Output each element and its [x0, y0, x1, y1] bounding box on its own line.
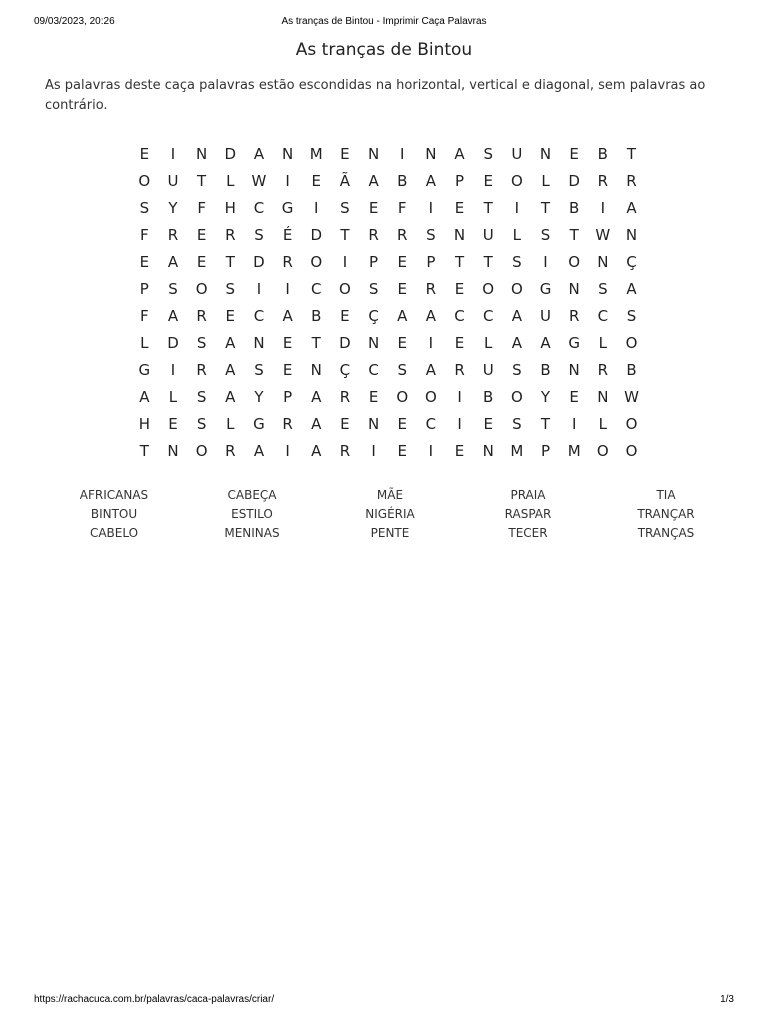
grid-letter: S [196, 388, 207, 406]
grid-letter: I [314, 199, 319, 217]
grid-letter: S [626, 307, 637, 325]
grid-letter: S [168, 280, 178, 298]
grid-letter: P [283, 388, 293, 406]
grid-letter: E [168, 415, 178, 433]
grid-letter: L [140, 334, 149, 352]
grid-letter: R [225, 442, 236, 460]
grid-letter: E [282, 334, 293, 352]
grid-letter: S [340, 199, 350, 217]
grid-letter: W [251, 172, 267, 190]
grid-letter: A [454, 145, 465, 163]
grid-letter: A [311, 442, 322, 460]
grid-letter: Ç [626, 253, 637, 271]
grid-letter: O [310, 253, 323, 271]
grid-letter: I [285, 442, 290, 460]
grid-letter: W [595, 226, 611, 244]
grid-letter: S [254, 361, 264, 379]
grid-letter: T [311, 334, 321, 352]
word-list-item: BINTOU [90, 507, 138, 521]
grid-letter: W [624, 388, 639, 406]
grid-letter: R [425, 280, 437, 298]
grid-letter: G [253, 415, 265, 433]
grid-letter: L [226, 415, 235, 433]
grid-letter: R [597, 172, 609, 190]
grid-letter: S [483, 145, 493, 163]
grid-letter: S [512, 361, 522, 379]
grid-letter: I [457, 388, 462, 406]
grid-letter: Y [540, 388, 551, 406]
word-list-item: TRANÇAR [637, 507, 695, 521]
grid-letter: T [197, 172, 207, 190]
grid-letter: F [197, 199, 206, 217]
word-list-item: PRAIA [510, 488, 546, 502]
grid-letter: T [139, 442, 149, 460]
grid-letter: E [397, 442, 407, 460]
grid-letter: L [226, 172, 235, 190]
grid-letter: D [167, 334, 179, 352]
grid-letter: T [569, 226, 579, 244]
grid-letter: D [253, 253, 265, 271]
grid-letter: N [539, 145, 552, 163]
grid-letter: G [539, 280, 552, 298]
grid-letter: E [139, 145, 150, 163]
grid-letter: N [196, 145, 208, 163]
grid-letter: E [454, 334, 465, 352]
word-list-item: MÃE [376, 488, 404, 502]
word-list-item: ESTILO [231, 507, 273, 521]
grid-letter: E [454, 199, 465, 217]
grid-letter: C [425, 415, 437, 433]
grid-letter: O [424, 388, 437, 406]
grid-letter: N [367, 334, 380, 352]
grid-letter: B [540, 361, 551, 379]
grid-letter: A [311, 415, 322, 433]
grid-letter: Ç [368, 307, 379, 325]
grid-letter: Y [254, 388, 264, 406]
grid-letter: C [482, 307, 494, 325]
grid-letter: T [483, 253, 493, 271]
grid-letter: I [514, 199, 520, 217]
grid-letter: N [367, 415, 380, 433]
grid-letter: A [253, 442, 265, 460]
grid-letter: L [598, 334, 607, 352]
grid-letter: N [425, 145, 437, 163]
grid-letter: A [225, 361, 236, 379]
grid-letter: E [454, 280, 465, 298]
grid-letter: C [454, 307, 465, 325]
grid-letter: G [568, 334, 580, 352]
grid-letter: E [397, 280, 407, 298]
grid-letter: E [569, 388, 579, 406]
grid-letter: A [425, 172, 437, 190]
grid-letter: I [457, 415, 462, 433]
instructions-text: As palavras deste caça palavras estão escondidas na horizontal, vertical e diagonal, sem palavras ao contrário. [45, 78, 706, 113]
grid-letter: S [512, 415, 522, 433]
grid-letter: I [571, 415, 577, 433]
grid-letter: E [311, 172, 321, 190]
grid-letter: A [626, 199, 637, 217]
grid-letter: U [482, 361, 494, 379]
page-title: As tranças de Bintou [295, 40, 473, 60]
grid-letter: O [510, 388, 523, 406]
word-list-item: NIGÉRIA [365, 507, 415, 521]
grid-letter: R [339, 388, 351, 406]
grid-letter: E [282, 361, 293, 379]
grid-letter: N [597, 253, 609, 271]
grid-letter: M [309, 145, 323, 163]
grid-letter: F [140, 226, 149, 244]
grid-letter: R [225, 226, 236, 244]
grid-letter: E [340, 307, 350, 325]
word-list-item: AFRICANAS [79, 488, 149, 502]
word-list-item: TIA [656, 488, 676, 502]
grid-letter: L [598, 415, 607, 433]
grid-letter: E [483, 415, 493, 433]
grid-letter: S [196, 415, 207, 433]
grid-letter: S [254, 226, 264, 244]
grid-letter: B [311, 307, 322, 325]
grid-letter: O [625, 415, 638, 433]
grid-letter: E [569, 145, 579, 163]
grid-letter: S [139, 199, 150, 217]
word-search-grid [130, 141, 646, 465]
grid-letter: I [400, 145, 405, 163]
grid-letter: S [598, 280, 608, 298]
grid-letter: E [368, 199, 379, 217]
grid-letter: N [625, 226, 638, 244]
grid-letter: I [600, 199, 606, 217]
grid-letter: I [256, 280, 262, 298]
grid-letter: R [454, 361, 465, 379]
grid-letter: B [397, 172, 408, 190]
grid-letter: L [541, 172, 550, 190]
word-list-item: RASPAR [504, 507, 552, 521]
grid-letter: I [285, 172, 290, 190]
grid-letter: I [371, 442, 376, 460]
grid-letter: I [170, 145, 176, 163]
grid-letter: E [340, 415, 350, 433]
grid-letter: P [426, 253, 436, 271]
grid-letter: A [540, 334, 551, 352]
grid-letter: I [428, 442, 434, 460]
grid-letter: E [196, 253, 207, 271]
grid-letter: E [340, 145, 350, 163]
grid-letter: B [483, 388, 494, 406]
grid-letter: E [397, 253, 407, 271]
grid-letter: T [225, 253, 235, 271]
grid-letter: N [568, 280, 580, 298]
grid-letter: E [397, 334, 407, 352]
grid-letter: N [253, 334, 265, 352]
grid-letter: I [342, 253, 348, 271]
grid-letter: U [482, 226, 494, 244]
grid-letter: A [311, 388, 322, 406]
grid-letter: I [285, 280, 290, 298]
grid-letter: A [626, 280, 637, 298]
word-list-item: TRANÇAS [637, 526, 695, 540]
grid-letter: M [567, 442, 581, 460]
print-document-title: As tranças de Bintou - Imprimir Caça Palavras [281, 16, 487, 27]
grid-letter: P [540, 442, 551, 460]
grid-letter: A [167, 253, 179, 271]
grid-letter: S [426, 226, 436, 244]
grid-letter: A [253, 145, 265, 163]
grid-letter: C [597, 307, 609, 325]
grid-letter: S [225, 280, 236, 298]
grid-letter: C [368, 361, 379, 379]
grid-letter: N [453, 226, 466, 244]
grid-letter: N [310, 361, 322, 379]
grid-letter: F [140, 307, 149, 325]
grid-letter: R [397, 226, 408, 244]
grid-letter: R [196, 361, 207, 379]
grid-letter: C [311, 280, 322, 298]
word-list-item: MENINAS [224, 526, 280, 540]
grid-letter: R [196, 307, 207, 325]
grid-letter: R [368, 226, 379, 244]
grid-letter: E [139, 253, 150, 271]
grid-letter: F [397, 199, 407, 217]
grid-letter: Ã [339, 172, 351, 190]
grid-letter: A [511, 334, 522, 352]
grid-letter: A [167, 307, 179, 325]
grid-letter: P [139, 280, 149, 298]
grid-letter: G [138, 361, 151, 379]
grid-letter: I [170, 361, 176, 379]
grid-letter: S [196, 334, 207, 352]
grid-letter: D [310, 226, 323, 244]
word-list [45, 486, 735, 543]
grid-letter: B [597, 145, 608, 163]
print-footer [34, 994, 734, 1008]
grid-letter: O [195, 442, 208, 460]
word-list-item: CABELO [89, 526, 139, 540]
grid-letter: O [482, 280, 495, 298]
grid-letter: O [596, 442, 609, 460]
print-header [34, 16, 734, 30]
grid-letter: A [368, 172, 379, 190]
grid-letter: N [367, 145, 380, 163]
grid-letter: E [196, 226, 207, 244]
grid-letter: N [568, 361, 580, 379]
print-url: https://rachacuca.com.br/palavras/caca-palavras/criar/ [34, 994, 275, 1005]
grid-letter: T [540, 415, 551, 433]
grid-letter: C [253, 199, 265, 217]
grid-letter: L [512, 226, 522, 244]
grid-letter: N [597, 388, 609, 406]
grid-letter: A [397, 307, 408, 325]
grid-letter: O [138, 172, 151, 190]
grid-letter: L [484, 334, 493, 352]
grid-letter: B [569, 199, 580, 217]
grid-letter: C [253, 307, 265, 325]
grid-letter: E [368, 388, 379, 406]
grid-letter: A [225, 334, 236, 352]
grid-letter: R [568, 307, 580, 325]
print-date: 09/03/2023, 20:26 [34, 16, 115, 27]
grid-letter: E [225, 307, 236, 325]
grid-letter: U [167, 172, 179, 190]
grid-letter: É [282, 226, 293, 244]
grid-letter: O [510, 280, 523, 298]
grid-letter: S [540, 226, 551, 244]
grid-letter: S [368, 280, 379, 298]
grid-letter: R [282, 253, 293, 271]
grid-letter: O [339, 280, 351, 298]
grid-letter: B [626, 361, 637, 379]
grid-letter: D [568, 172, 580, 190]
grid-letter: R [282, 415, 293, 433]
grid-letter: A [225, 388, 236, 406]
grid-letter: T [626, 145, 637, 163]
grid-letter: T [540, 199, 551, 217]
grid-letter: U [511, 145, 523, 163]
grid-letter: R [167, 226, 179, 244]
grid-letter: I [428, 334, 434, 352]
grid-letter: N [281, 145, 294, 163]
word-list-item: TECER [508, 526, 548, 540]
grid-letter: I [428, 199, 434, 217]
grid-letter: H [224, 199, 236, 217]
grid-letter: R [597, 361, 609, 379]
grid-letter: N [482, 442, 494, 460]
grid-letter: O [625, 442, 638, 460]
grid-letter: E [454, 442, 465, 460]
grid-letter: M [510, 442, 524, 460]
grid-letter: A [511, 307, 522, 325]
grid-letter: O [510, 172, 523, 190]
grid-letter: N [167, 442, 179, 460]
grid-letter: P [369, 253, 379, 271]
grid-letter: S [512, 253, 522, 271]
grid-letter: P [455, 172, 465, 190]
grid-letter: A [425, 307, 437, 325]
page-number: 1/3 [720, 994, 734, 1005]
grid-letter: H [138, 415, 150, 433]
grid-letter: G [281, 199, 294, 217]
grid-letter: T [454, 253, 465, 271]
grid-letter: A [425, 361, 437, 379]
grid-letter: L [168, 388, 178, 406]
grid-letter: T [340, 226, 350, 244]
grid-letter: O [625, 334, 638, 352]
grid-letter: U [540, 307, 551, 325]
grid-letter: T [483, 199, 493, 217]
grid-letter: O [195, 280, 208, 298]
grid-letter: I [543, 253, 548, 271]
grid-letter: O [568, 253, 581, 271]
grid-letter: A [139, 388, 150, 406]
grid-letter: O [396, 388, 409, 406]
grid-letter: R [339, 442, 351, 460]
grid-letter: A [282, 307, 293, 325]
grid-letter: R [626, 172, 637, 190]
grid-letter: E [483, 172, 493, 190]
grid-letter: S [397, 361, 407, 379]
word-list-item: CABEÇA [227, 488, 277, 502]
grid-letter: D [224, 145, 237, 163]
word-list-item: PENTE [370, 526, 410, 540]
grid-letter: Y [168, 199, 178, 217]
grid-letter: D [339, 334, 351, 352]
grid-letter: Ç [339, 361, 351, 379]
grid-letter: E [397, 415, 407, 433]
